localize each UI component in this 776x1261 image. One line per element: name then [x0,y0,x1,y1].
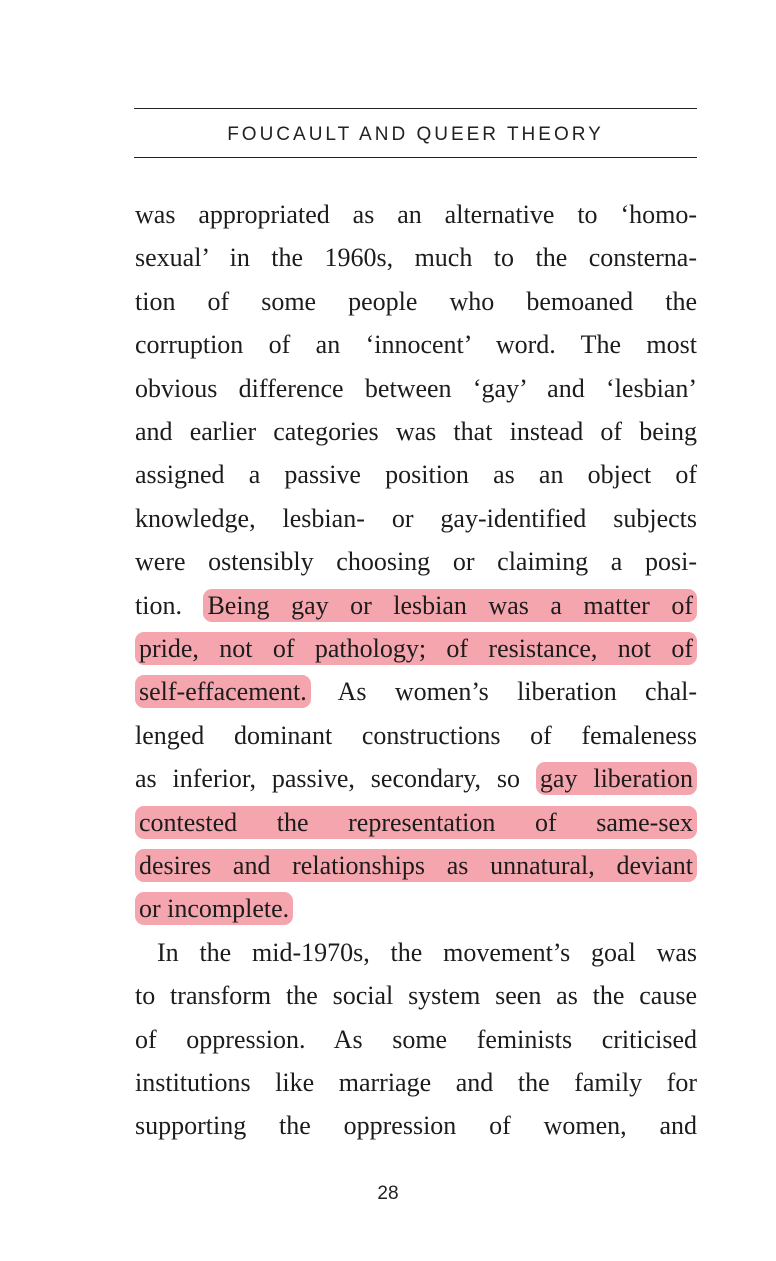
highlighted-text: self-effacement. [135,675,311,708]
text-segment: tion of some people who bemoaned the [135,286,697,316]
text-line [135,589,697,623]
text-segment: tion. [135,590,204,620]
page-number: 28 [377,1183,399,1204]
text-line [135,675,697,709]
text-line [135,285,697,319]
text-line [135,892,697,926]
text-segment: of oppression. As some feminists criticised [135,1024,697,1054]
highlighted-text: contested the representation of same-sex [135,806,697,839]
text-segment: as inferior, passive, secondary, so [135,764,536,794]
text-line [135,806,697,840]
text-line [135,936,697,970]
text-line [135,545,697,579]
text-line [135,198,697,232]
text-line [135,1109,697,1143]
text-line [135,1023,697,1057]
text-line [135,458,697,492]
text-line [135,632,697,666]
text-line [135,372,697,406]
text-line [135,502,697,536]
text-line [135,762,697,796]
text-line [135,415,697,449]
text-segment: was appropriated as an alternative to ‘homo- [135,200,697,229]
highlighted-text: Being gay or lesbian was a matter of [203,589,697,622]
text-segment: As women’s liberation chal- [310,677,697,707]
text-segment: institutions like marriage and the family for [135,1068,697,1097]
text-segment: and earlier categories was that instead of being [135,417,697,446]
text-line [135,1066,697,1100]
text-segment: corruption of an ‘innocent’ word. The most [135,330,697,360]
header-bottom-rule [134,157,697,158]
text-line [135,979,697,1013]
text-line [135,719,697,753]
header-top-rule [134,108,697,109]
text-line [135,241,697,275]
text-segment: supporting the oppression of women, and [135,1111,697,1141]
text-line [135,328,697,362]
text-segment: obvious difference between ‘gay’ and ‘lesbian’ [135,373,697,403]
text-segment: knowledge, lesbian- or gay-identified subjects [135,503,697,533]
highlighted-text: gay liberation [536,762,697,795]
text-segment: were ostensibly choosing or claiming a posi- [135,547,697,577]
text-segment: to transform the social system seen as the cause [135,981,697,1011]
running-head: FOUCAULT AND QUEER THEORY [227,124,604,145]
text-segment: lenged dominant constructions of femaleness [135,720,697,750]
highlighted-text: desires and relationships as unnatural, deviant [135,849,697,882]
text-line [135,849,697,883]
text-segment: In the mid-1970s, the movement’s goal was [157,937,697,967]
text-segment: sexual’ in the 1960s, much to the consterna- [135,243,697,273]
highlighted-text: or incomplete. [135,892,293,925]
text-segment: assigned a passive position as an object of [135,460,697,490]
highlighted-text: pride, not of pathology; of resistance, not of [135,632,697,665]
